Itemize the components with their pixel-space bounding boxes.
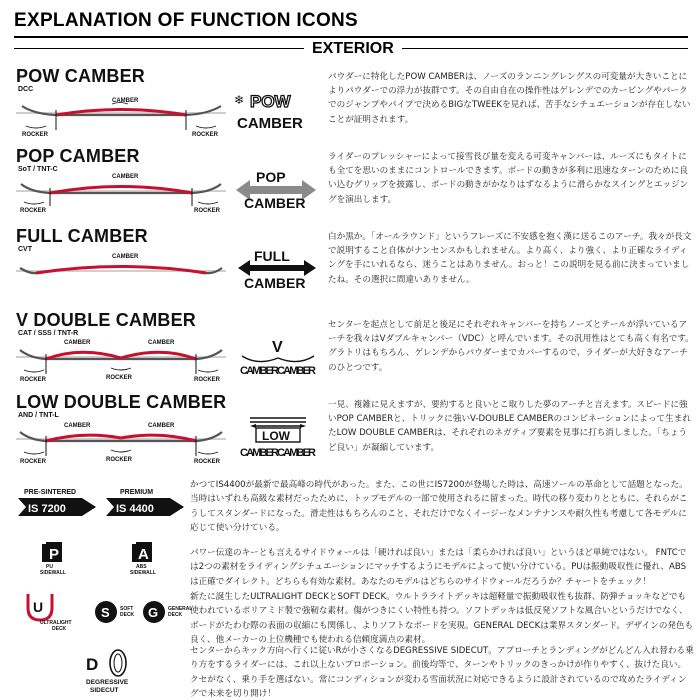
low-double-camber-logo [238, 414, 318, 462]
svg-text:ROCKER: ROCKER [106, 457, 133, 463]
svg-text:V: V [272, 339, 283, 356]
camber-code: CAT / SSS / TNT-R [18, 330, 79, 337]
svg-text:D: D [86, 655, 99, 674]
svg-text:DECK: DECK [52, 626, 67, 632]
abs-sidewall-icon [130, 540, 170, 576]
svg-text:CAMBER: CAMBER [148, 423, 175, 429]
camber-name: LOW DOUBLE CAMBER [16, 392, 227, 412]
sidewall-description: パワー伝達のキーとも言えるサイドウォールは「硬ければ良い」または「柔らかければ良い」というほど単純ではない。 FNTCでは2つの素材をライディングシチュエーションにマッチするようにモデルによって使い分けている。PUは振動吸収性に優れ、ABSは正確でダイレクト。どちらも有効な素材。あなたのモデルはどちらのサイドウォールだろうか？チャートをチェック！ [190, 548, 687, 587]
v-double-camber-logo [238, 336, 318, 380]
svg-text:FULL: FULL [254, 248, 290, 264]
camber-name: POP CAMBER [16, 146, 140, 166]
svg-text:SOFT: SOFT [120, 606, 134, 612]
svg-text:PU: PU [46, 564, 53, 570]
camber-name: POW CAMBER [16, 66, 145, 86]
svg-text:ROCKER: ROCKER [194, 377, 221, 383]
svg-text:DECK: DECK [120, 612, 135, 618]
camber-block-v-double [16, 310, 316, 388]
camber-label: CAMBER [112, 98, 139, 104]
camber-profile-diagram [16, 250, 226, 290]
pow-camber-logo [234, 90, 316, 136]
svg-text:ROCKER: ROCKER [20, 459, 47, 465]
svg-text:LOW: LOW [262, 429, 290, 443]
degressive-sidecut-icon [84, 648, 140, 694]
svg-text:DECK: DECK [168, 612, 183, 618]
camber-profile-diagram [16, 90, 226, 142]
rocker-label-right: ROCKER [192, 132, 219, 138]
svg-text:PRE-SINTERED: PRE-SINTERED [24, 489, 77, 496]
svg-text:ROCKER: ROCKER [194, 459, 221, 465]
camber-block-pop [16, 146, 316, 216]
camber-code: AND / TNT-L [18, 412, 59, 419]
svg-text:A: A [138, 546, 149, 563]
svg-text:U: U [33, 599, 44, 615]
camber-code: DCC [18, 86, 34, 93]
general-deck-icon [142, 598, 193, 634]
svg-text:CAMBERCAMBER: CAMBERCAMBER [240, 365, 316, 377]
camber-description-pow: パウダーに特化したPOW CAMBERは、ノーズのランニングレングスの可変量が大きいことによりパウダーでの浮力が抜群です。その自由自在の操作性はゲレンデでのカービングやパークでのジャンプやパイプで決めるBIGなTWEEKを見れば、苦手なシチュエーションが存在しないことが証明されます。 [328, 72, 691, 125]
camber-block-pow [16, 66, 316, 146]
svg-text:CAMBER: CAMBER [244, 195, 306, 211]
section-label-exterior: EXTERIOR [304, 40, 402, 58]
base-description: かつてIS4400が最新で最高峰の時代があった。また、この世にIS7200が登場した時は、高速ソールの革命として話題となった。当時はいずれも高級な素材だったために、トップモデルの一部で使用されるに留まった。時代の移り変わりとともに、それらがこうしてスタンダードになった。滑走性はもちろんのこと、それだけでなくイージーなメンテナンスや耐久性も考慮して各モデルに応じて使い分けている。 [190, 480, 688, 534]
svg-text:SIDECUT: SIDECUT [90, 687, 119, 694]
page-title: EXPLANATION OF FUNCTION ICONS [14, 10, 359, 31]
svg-text:S: S [101, 605, 110, 620]
svg-text:ROCKER: ROCKER [106, 375, 133, 381]
camber-description-full: 白か黒か。「オールラウンド」というフレーズに不安感を抱く漢に送るこのアーチ。我々が長文で説明すること自体がナンセンスかもしれません。より高く、より強く、より正確なライディングを手にいれるなら、迷うことはありません。おっと！この説明を見る前に決まっていましたね。その選択に間違いありません。 [328, 232, 692, 285]
pop-camber-logo [236, 166, 316, 212]
svg-text:SIDEWALL: SIDEWALL [40, 570, 66, 576]
svg-text:ULTRALIGHT: ULTRALIGHT [40, 620, 72, 626]
svg-text:POW: POW [250, 92, 291, 111]
svg-text:DEGRESSIVE: DEGRESSIVE [86, 679, 129, 686]
svg-text:P: P [49, 546, 60, 563]
svg-text:CAMBER: CAMBER [237, 115, 303, 132]
svg-text:CAMBER: CAMBER [112, 174, 139, 180]
svg-text:IS 4400: IS 4400 [116, 503, 154, 515]
svg-text:SIDEWALL: SIDEWALL [130, 570, 156, 576]
camber-code: CVT [18, 246, 32, 253]
base-pre-sintered-is7200-icon [18, 484, 98, 520]
svg-text:CAMBER: CAMBER [64, 423, 91, 429]
svg-text:POP: POP [256, 169, 286, 185]
title-rule [14, 36, 688, 38]
base-premium-is4400-icon [106, 484, 186, 520]
svg-text:CAMBER: CAMBER [64, 340, 91, 346]
pu-sidewall-icon [40, 540, 80, 576]
camber-description-low-double: 一見、複雑に見えますが、要約すると良いとこ取りした夢のアーチと言えます。スピードに強いPOP CAMBERと、トリックに強いV-DOUBLE CAMBERのコンビネーションによって生まれたLOW DOUBLE CAMBERは、それぞれのネガティブ要素を見事に打ち消しました。「ちょうど良い」が凝縮しています。 [328, 400, 691, 453]
svg-text:ROCKER: ROCKER [20, 377, 47, 383]
full-camber-logo [238, 246, 316, 292]
camber-description-v-double: センターを起点として前足と後足にそれぞれキャンバーを持ちノーズとテールが浮いているアーチを我々はVダブルキャンバー（VDC）と呼んでいます。その汎用性はとても高く有名です。グラトリはもちろん、ゲレンデからパウダーまでカバーするので、ライダーが大好きなアーチのひとつです。 [328, 320, 694, 373]
svg-text:❄: ❄ [234, 93, 245, 107]
camber-profile-diagram [16, 416, 226, 470]
svg-text:GENERAL: GENERAL [168, 606, 193, 612]
ultralight-deck-icon [26, 590, 86, 630]
camber-block-low-double [16, 392, 316, 472]
deck-description: 新たに誕生したULTRALIGHT DECKとSOFT DECK。ウルトラライトデッキは超軽量で振動吸収性も抜群、防弾チョッキなどでも使われているポリアミド製で強靭な素材。傷がつきにくい特性も持つ。ソフトデッキは低反発ソフトな風合いというだけでなく、ボードがたわむ際の表面の収縮にも関係し、よりソフトなボードを実現。GENERAL DECKは業界スタンダード。デザインの発色も良く、他メーカーの上位機種でも使われる信頼度満点の素材。 [190, 592, 694, 646]
camber-name: V DOUBLE CAMBER [16, 310, 197, 330]
svg-text:CAMBER: CAMBER [112, 254, 139, 260]
svg-text:PREMIUM: PREMIUM [120, 489, 154, 496]
sidecut-description: センターからキック方向へ行くに従いRが小さくなるDEGRESSIVE SIDECUT。アプローチとランディングがどんどん入れ替わる乗り方をするライダーには、これ以上ないプロポーション。前後均等で、ターンやトリックのきっかけが作りやすく、抜けた良い。クセがなく、乗り手を選ばない。常にコンディションが変わる雪面状況に対応できるように設計されているので攻めたライディングで未来を切り開け！ [190, 646, 694, 700]
soft-deck-icon [94, 598, 138, 634]
camber-profile-diagram [16, 334, 226, 388]
camber-description-pop: ライダーのプレッシャーによって接雪長び量を変える可変キャンバーは、ルーズにもタイトにも全てを思いのままにコントロールできます。ボードの動きが多利に迅速なターンのために良い込むグリップを披露し、ボードの動きがかなりはずなるように滑らかなスイングとエッジングを演出します。 [328, 152, 689, 205]
svg-text:CAMBER: CAMBER [148, 340, 175, 346]
camber-name: FULL CAMBER [16, 226, 148, 246]
svg-text:IS 7200: IS 7200 [28, 503, 66, 515]
svg-text:ROCKER: ROCKER [194, 208, 221, 214]
rocker-label-left: ROCKER [22, 132, 49, 138]
camber-block-full [16, 226, 316, 300]
svg-text:CAMBER: CAMBER [244, 275, 306, 291]
camber-code: SoT / TNT-C [18, 166, 58, 173]
svg-text:G: G [148, 605, 159, 620]
svg-text:ABS: ABS [136, 564, 147, 570]
svg-text:CAMBERCAMBER: CAMBERCAMBER [240, 447, 316, 459]
svg-text:ROCKER: ROCKER [20, 208, 47, 214]
camber-profile-diagram [16, 168, 226, 218]
